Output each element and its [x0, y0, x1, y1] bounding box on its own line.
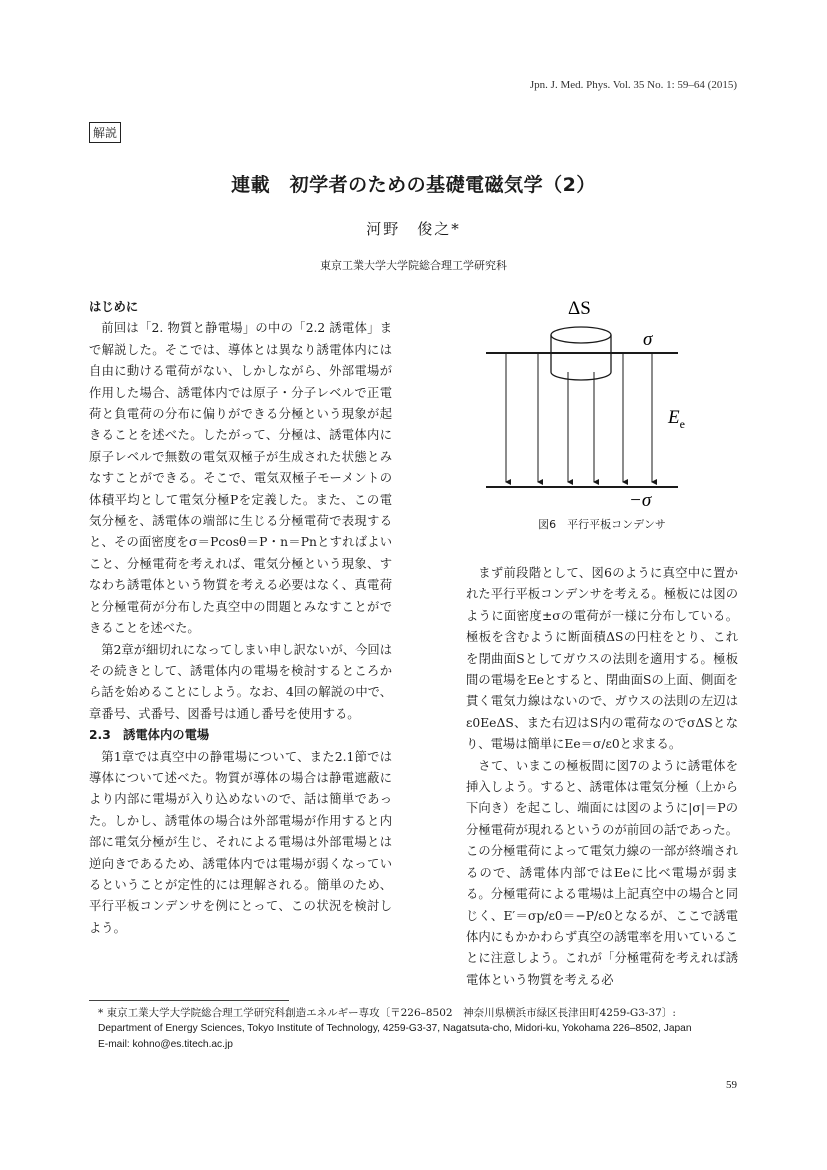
paragraph: まず前段階として、図6のように真空中に置かれた平行平板コンデンサを考える。極板には図のように面密度±σの電荷が一様に分布している。極板を含むように断面積ΔSの円柱をとり、これを閉曲面Sとしてガウスの法則を適用する。極板間の電場をEeとすると、閉曲面Sの上面、側面を貫く電気力線はないので、ガウスの法則の左辺はε0EeΔS、また右辺はS内の電荷なのでσΔSとなり、電場は簡単にEe＝σ/ε0と求まる。 [466, 566, 738, 752]
left-column [89, 297, 392, 939]
section-heading-2-3: 2.3 誘電体内の電場 [89, 728, 210, 743]
author-name: 河野 俊之* [366, 220, 461, 238]
paragraph: さて、いまこの極板間に図7のように誘電体を挿入しよう。すると、誘電体は電気分極（上から下向き）を起こし、端面には図のように|σ|＝Pの分極電荷が現れるというのが前回の話であった。この分極電荷によって電気力線の一部が終端されるので、誘電体内部ではEeに比べ電場が弱まる。分極電荷による電場は上記真空中の場合と同じく、E′＝σp/ε0＝−P/ε0となるが、ここで誘電体内にもかかわらず真空の誘電率を用いていることに注意しよう。これが「分極電荷を考えれば誘電体という物質を考える必 [466, 758, 738, 987]
author-affiliation: 東京工業大学大学院総合理工学研究科 [320, 259, 507, 272]
paragraph: 第2章が細切れになってしまい申し訳ないが、今回はその続きとして、誘電体内の電場を検討するところから話を始めることにしよう。なお、4回の解説の中で、章番号、式番号、図番号は通し番号を使用する。 [89, 642, 392, 721]
article-type-tag: 解説 [89, 122, 121, 143]
section-heading-intro: はじめに [89, 300, 139, 314]
footnote-japanese: * 東京工業大学大学院総合理工学研究科創造エネルギー専攻〔〒226–8502 神奈川県横浜市緑区長津田町4259-G3-37〕: [98, 1007, 676, 1019]
figure-caption: 図6 平行平板コンデンサ [538, 518, 666, 531]
article-title: 連載 初学者のための基礎電磁気学（2） [231, 174, 596, 196]
footnote [98, 1005, 748, 1053]
paragraph: 第1章では真空中の静電場について、また2.1節では導体について述べた。物質が導体の場合は静電遮蔽により内部に電場が入り込めないので、話は簡単であった。しかし、誘電体の場合は外部電場が作用すると内部に電気分極が生じ、それによる電場は外部電場とは逆向きであるため、誘電体内では電場が弱くなっているということが定性的には理解される。簡単のため、平行平板コンデンサを例にとって、この状況を検討しよう。 [89, 749, 392, 935]
delta-s-label: ΔS [568, 298, 591, 319]
field-lines [506, 353, 652, 482]
e-field-label: $E_e$ [668, 407, 685, 431]
journal-reference: Jpn. J. Med. Phys. Vol. 35 No. 1: 59–64 (2015) [529, 79, 737, 91]
footnote-rule [89, 1000, 289, 1001]
right-column [466, 563, 738, 991]
footnote-email: E-mail: kohno@es.titech.ac.jp [98, 1039, 233, 1050]
figure-parallel-plate-capacitor [466, 290, 738, 510]
paragraph: 前回は「2. 物質と静電場」の中の「2.2 誘電体」まで解説した。そこでは、導体とは異なり誘電体内には自由に動ける電荷がない、しかしながら、外部電場が作用した場合、誘電体内では原子・分子レベルで正電荷と負電荷の分布に偏りができる分極という現象が起きることを述べた。したがって、分極は、誘電体内に原子レベルで無数の電気双極子が生成された状態とみなすことができる。そこで、電気双極子モーメントの体積平均として電気分極Pを定義した。また、この電気分極を、誘電体の端部に生じる分極電荷で表現すると、その面密度をσ＝Pcosθ＝P・n＝Pnとすればよいこと、分極電荷を考えれば、電気分極という現象、すなわち誘電体という物質を考える必要はなく、真電荷と分極電荷が分布した真空中の問題とみなすことができることを述べた。 [89, 321, 392, 636]
neg-sigma-label: −σ [629, 490, 652, 510]
sigma-label: σ [643, 329, 653, 350]
footnote-english-address: Department of Energy Sciences, Tokyo Institute of Technology, 4259-G3-37, Nagatsuta-cho, Midori-ku, Yokohama 226–8502, Japan [98, 1023, 692, 1034]
gaussian-cylinder-top [551, 327, 611, 343]
page-number: 59 [726, 1079, 737, 1091]
